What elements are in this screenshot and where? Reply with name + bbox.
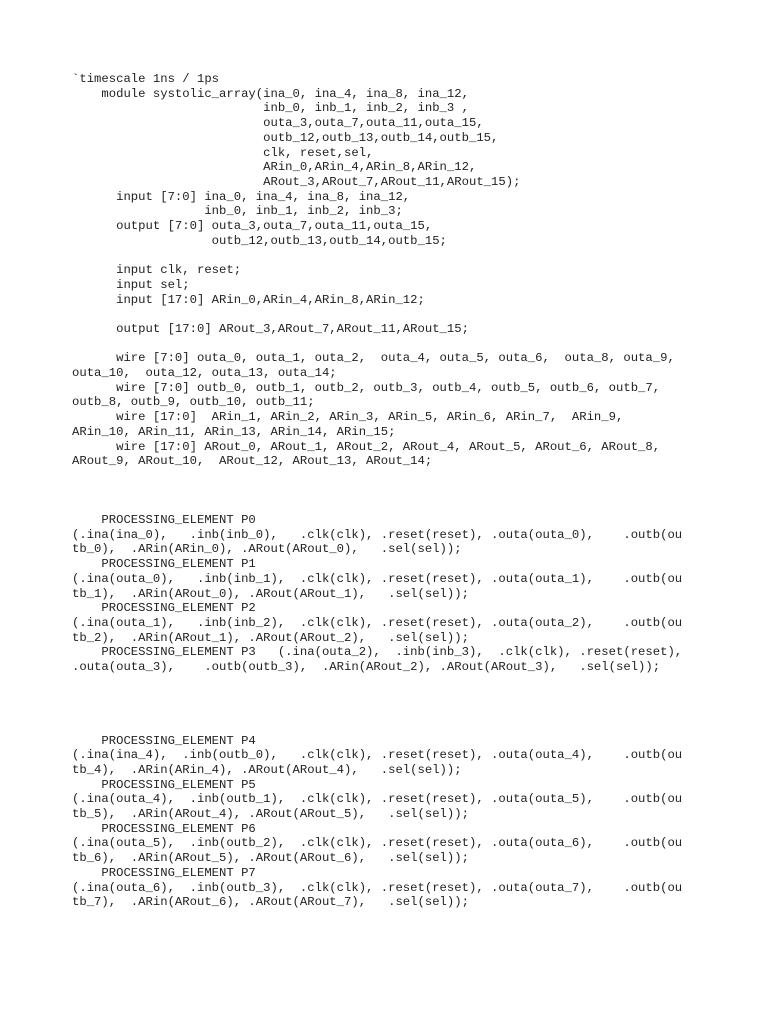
code-line: output [7:0] outa_3,outa_7,outa_11,outa_15, — [72, 219, 433, 233]
code-line: clk, reset,sel, — [72, 145, 374, 160]
code-line: input [7:0] ina_0, ina_4, ina_8, ina_12, — [72, 189, 411, 204]
code-line: outa_3,outa_7,outa_11,outa_15, — [72, 116, 484, 131]
code-line: outb_12,outb_13,outb_14,outb_15; — [72, 233, 447, 248]
code-line: wire [17:0] ARin_1, ARin_2, ARin_3, ARin_5, ARin_6, ARin_7, ARin_9, — [72, 410, 624, 425]
code-line: module systolic_array(ina_0, ina_4, ina_8, ina_12, — [72, 86, 469, 101]
code-line: (.ina(outa_4), .inb(outb_1), .clk(clk), .reset(reset), .outa(outa_5), .outb(ou — [72, 792, 683, 807]
code-line: ARout_3,ARout_7,ARout_11,ARout_15); — [72, 174, 521, 189]
code-line: wire [7:0] outb_0, outb_1, outb_2, outb_3, outb_4, outb_5, outb_6, outb_7, — [72, 380, 661, 395]
code-line: outb_8, outb_9, outb_10, outb_11; — [72, 395, 315, 410]
code-line: tb_2), .ARin(ARout_1), .ARout(ARout_2), .sel(sel)); — [72, 630, 469, 645]
code-line: ARin_10, ARin_11, ARin_13, ARin_14, ARin_15; — [72, 424, 396, 439]
code-line: tb_6), .ARin(ARout_5), .ARout(ARout_6), .sel(sel)); — [72, 851, 469, 866]
code-line: PROCESSING_ELEMENT P5 — [72, 777, 256, 792]
code-line: tb_0), .ARin(ARin_0), .ARout(ARout_0), .sel(sel)); — [72, 542, 462, 557]
code-line: (.ina(ina_0), .inb(inb_0), .clk(clk), .reset(reset), .outa(outa_0), .outb(ou — [72, 527, 683, 542]
code-line: input sel; — [72, 277, 190, 292]
code-line: PROCESSING_ELEMENT P6 — [72, 821, 256, 836]
code-line: tb_7), .ARin(ARout_6), .ARout(ARout_7), .sel(sel)); — [72, 895, 469, 910]
code-line: ARout_9, ARout_10, ARout_12, ARout_13, ARout_14; — [72, 454, 433, 469]
code-line: tb_5), .ARin(ARout_4), .ARout(ARout_5), .sel(sel)); — [72, 807, 469, 821]
code-line: (.ina(outa_0), .inb(inb_1), .clk(clk), .reset(reset), .outa(outa_1), .outb(ou — [72, 571, 683, 586]
code-line: outa_10, outa_12, outa_13, outa_14; — [72, 366, 337, 380]
code-line: PROCESSING_ELEMENT P7 — [72, 865, 256, 880]
code-line: tb_4), .ARin(ARin_4), .ARout(ARout_4), .sel(sel)); — [72, 762, 462, 777]
code-line: PROCESSING_ELEMENT P3 (.ina(outa_2), .inb(inb_3), .clk(clk), .reset(reset), — [72, 645, 683, 660]
code-line: inb_0, inb_1, inb_2, inb_3; — [72, 204, 403, 219]
code-line: output [17:0] ARout_3,ARout_7,ARout_11,ARout_15; — [72, 321, 469, 336]
code-line: input clk, reset; — [72, 263, 242, 278]
code-line: (.ina(outa_5), .inb(outb_2), .clk(clk), .reset(reset), .outa(outa_6), .outb(ou — [72, 836, 683, 851]
code-line: (.ina(ina_4), .inb(outb_0), .clk(clk), .reset(reset), .outa(outa_4), .outb(ou — [72, 748, 683, 763]
code-line: PROCESSING_ELEMENT P2 — [72, 601, 256, 616]
code-line: outb_12,outb_13,outb_14,outb_15, — [72, 130, 499, 145]
code-line: `timescale 1ns / 1ps — [72, 72, 220, 86]
code-line: PROCESSING_ELEMENT P0 — [72, 513, 256, 527]
code-line: (.ina(outa_1), .inb(inb_2), .clk(clk), .reset(reset), .outa(outa_2), .outb(ou — [72, 615, 683, 630]
code-line: inb_0, inb_1, inb_2, inb_3 , — [72, 101, 469, 116]
code-line: wire [7:0] outa_0, outa_1, outa_2, outa_4, outa_5, outa_6, outa_8, outa_9, — [72, 351, 675, 366]
code-line: tb_1), .ARin(ARout_0), .ARout(ARout_1), .sel(sel)); — [72, 586, 469, 601]
code-line: ARin_0,ARin_4,ARin_8,ARin_12, — [72, 160, 477, 175]
code-line: PROCESSING_ELEMENT P1 — [72, 557, 256, 572]
code-line: .outa(outa_3), .outb(outb_3), .ARin(ARout_2), .ARout(ARout_3), .sel(sel)); — [72, 660, 661, 674]
code-line: input [17:0] ARin_0,ARin_4,ARin_8,ARin_12; — [72, 292, 425, 307]
code-line: PROCESSING_ELEMENT P4 — [72, 733, 256, 748]
code-line: wire [17:0] ARout_0, ARout_1, ARout_2, ARout_4, ARout_5, ARout_6, ARout_8, — [72, 439, 661, 454]
code-line: (.ina(outa_6), .inb(outb_3), .clk(clk), .reset(reset), .outa(outa_7), .outb(ou — [72, 880, 683, 895]
